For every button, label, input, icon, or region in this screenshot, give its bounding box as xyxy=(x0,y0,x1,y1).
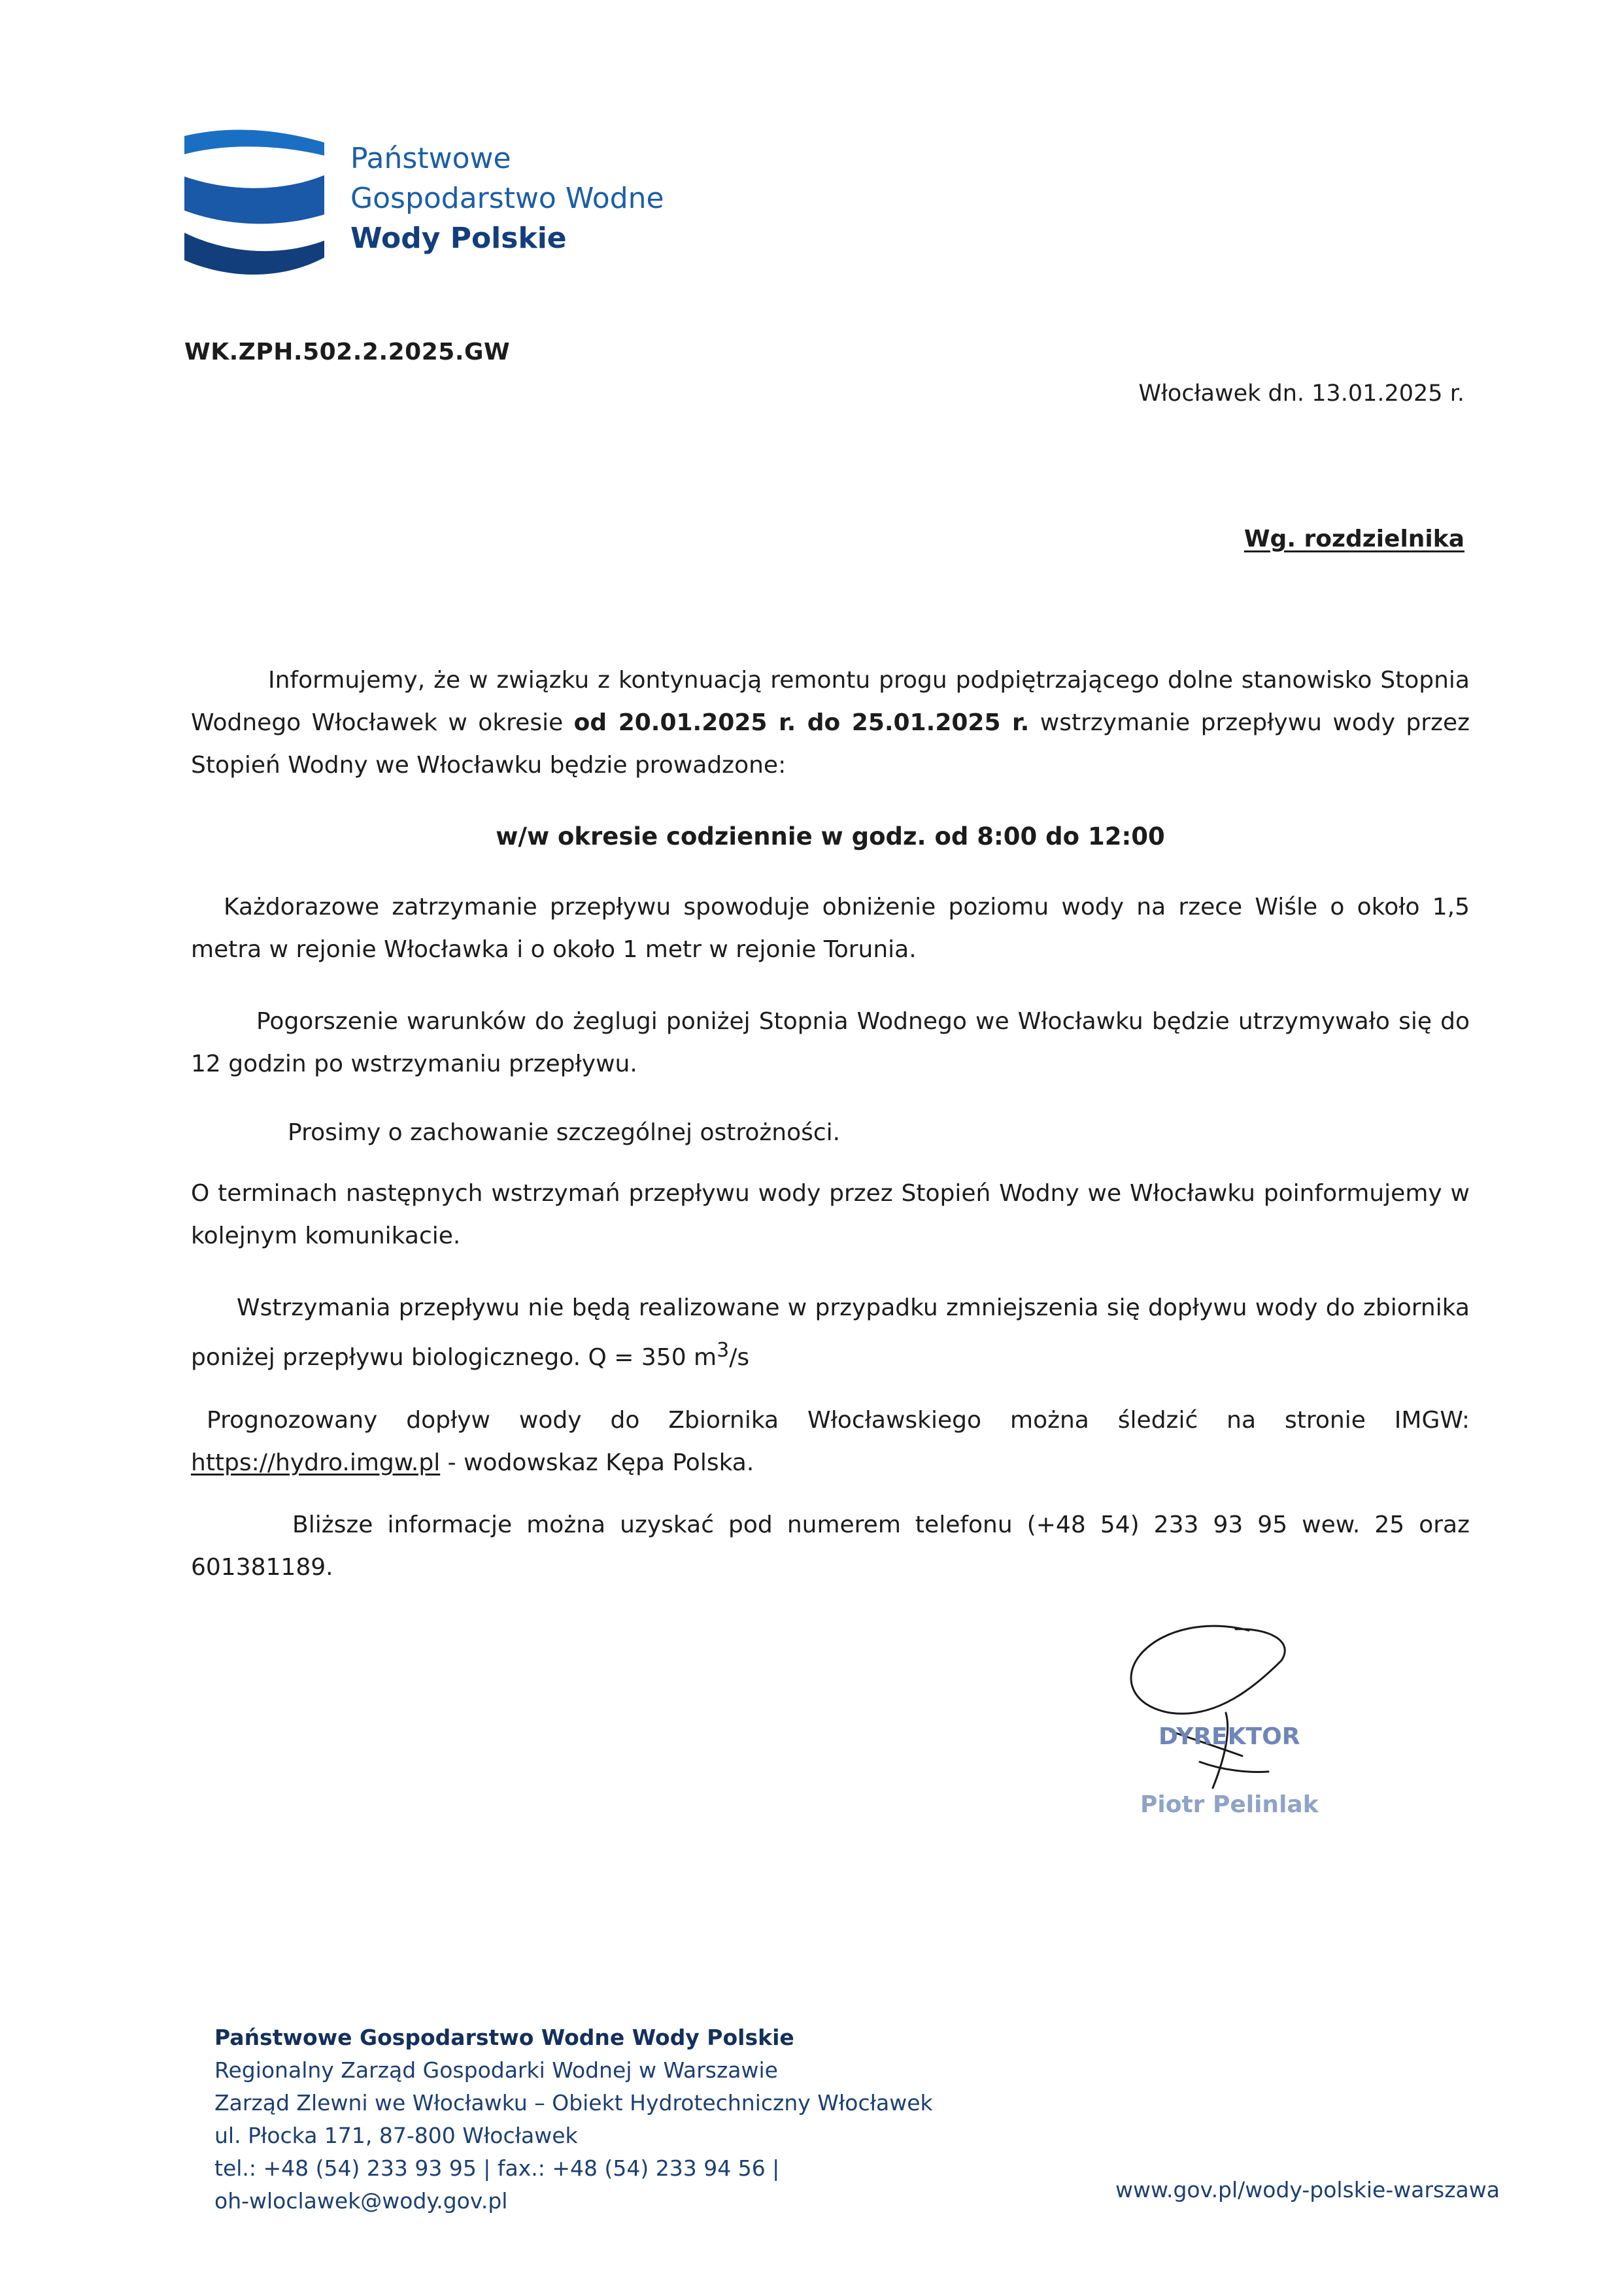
footer-line-2: Regionalny Zarząd Gospodarki Wodnej w Warszawie xyxy=(214,2057,778,2083)
footer-address xyxy=(214,2021,933,2218)
flow-unit-tail: /s xyxy=(729,1344,750,1371)
intro-text-cont: wstrzymanie przepływu wody przez Stopień Wodny we Włocławku będzie prowadzone: xyxy=(191,709,1470,779)
intro-text: Informujemy, że w związku z kontynuacją remontu progu podpiętrzającego dolne stanowisko Stopnia Wodnego Włocławek w okresie xyxy=(191,667,1470,736)
document-date: Włocławek dn. 13.01.2025 r. xyxy=(1138,380,1464,407)
forecast-text-cont: - wodowskaz Kępa Polska. xyxy=(440,1449,754,1476)
org-name-line-2: Gospodarstwo Wodne xyxy=(350,182,664,215)
paragraph-forecast xyxy=(191,1399,1470,1484)
flow-unit-exponent: 3 xyxy=(717,1339,730,1362)
paragraph-navigation: Pogorszenie warunków do żeglugi poniżej Stopnia Wodnego we Włocławku będzie utrzymywało się do 12 godzin po wstrzymaniu przepływu. xyxy=(191,1008,1470,1077)
footer-email[interactable]: oh-wloclawek@wody.gov.pl xyxy=(214,2188,508,2214)
director-signature xyxy=(1085,1615,1360,1850)
footer-line-3: Zarząd Zlewni we Włocławku – Obiekt Hydrotechniczny Włocławek xyxy=(214,2090,933,2116)
footer-line-1: Państwowe Gospodarstwo Wodne Wody Polskie xyxy=(214,2025,794,2050)
closure-period: od 20.01.2025 r. do 25.01.2025 r. xyxy=(573,709,1030,736)
signature-title: DYREKTOR xyxy=(1159,1723,1300,1750)
signature-name: Piotr Pelinlak xyxy=(1140,1791,1319,1818)
paragraph-caution: Prosimy o zachowanie szczególnej ostrożności. xyxy=(288,1119,841,1146)
logo-wave-middle xyxy=(184,175,324,224)
paragraph-contact: Bliższe informacje można uzyskać pod numerem telefonu (+48 54) 233 93 95 wew. 25 oraz 601381189. xyxy=(191,1511,1470,1581)
paragraph-next-dates: O terminach następnych wstrzymań przepływu wody przez Stopień Wodny we Włocławku poinformujemy w kolejnym komunikacie. xyxy=(191,1180,1470,1249)
recipient-line: Wg. rozdzielnika xyxy=(1243,526,1464,552)
imgw-link[interactable]: https://hydro.imgw.pl xyxy=(191,1449,441,1476)
flow-text: Wstrzymania przepływu nie będą realizowane w przypadku zmniejszenia się dopływu wody do zbiornika poniżej przepływu biologicznego. Q = 350 m xyxy=(191,1294,1470,1371)
paragraph-intro xyxy=(191,659,1470,786)
org-name-line-3: Wody Polskie xyxy=(350,222,567,255)
signature-ink xyxy=(1131,1626,1285,1788)
closure-schedule: w/w okresie codziennie w godz. od 8:00 do 12:00 xyxy=(496,822,1165,851)
footer-website[interactable]: www.gov.pl/wody-polskie-warszawa xyxy=(1115,2177,1500,2202)
footer-line-5: tel.: +48 (54) 233 93 95 | fax.: +48 (54) 233 94 56 | xyxy=(214,2155,780,2181)
org-name-line-1: Państwowe xyxy=(350,142,511,175)
paragraph-water-level: Każdorazowe zatrzymanie przepływu spowoduje obniżenie poziomu wody na rzece Wiśle o około 1,5 metra w rejonie Włocławka i o około 1 metr w rejonie Torunia. xyxy=(191,894,1470,963)
organization-name xyxy=(350,139,664,258)
footer-line-4: ul. Płocka 171, 87-800 Włocławek xyxy=(214,2123,578,2148)
logo-wave-top xyxy=(184,130,324,156)
paragraph-biological-flow xyxy=(191,1287,1470,1379)
wody-polskie-logo-icon xyxy=(184,129,324,278)
reference-number: WK.ZPH.502.2.2025.GW xyxy=(184,339,511,365)
forecast-text: Prognozowany dopływ wody do Zbiornika Włocławskiego można śledzić na stronie IMGW: xyxy=(207,1407,1470,1434)
logo-wave-bottom xyxy=(184,233,324,275)
